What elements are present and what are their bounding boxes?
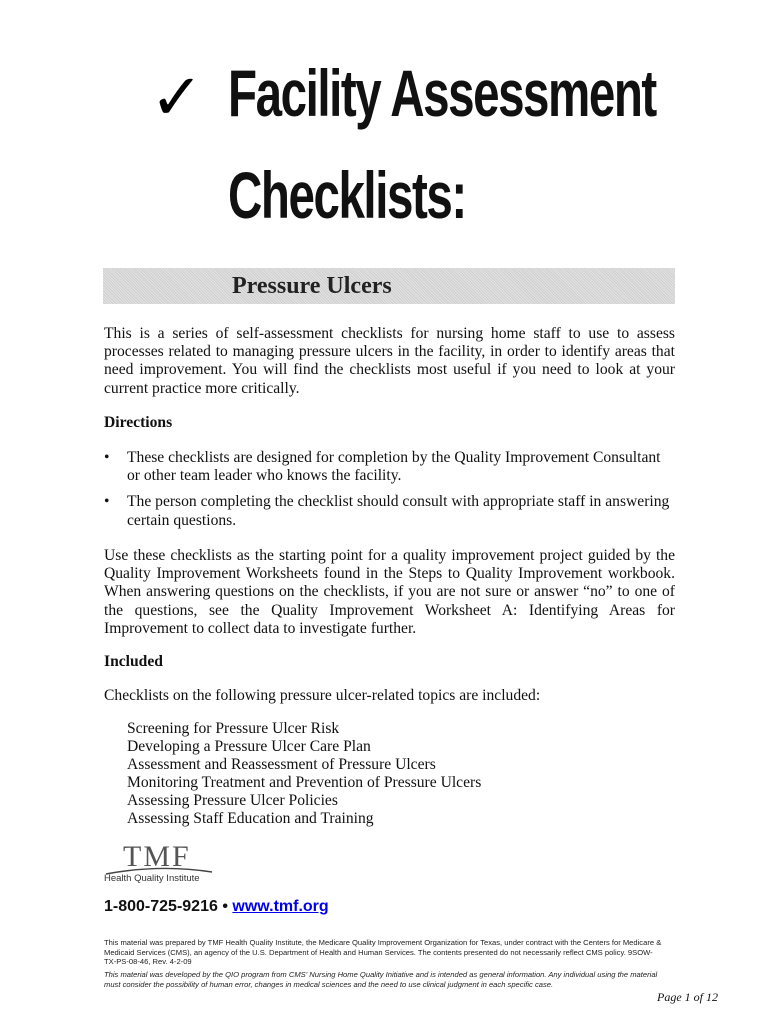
title-line-2: Checklists: xyxy=(228,158,466,232)
logo-tagline: Health Quality Institute xyxy=(104,873,200,884)
list-item: Assessment and Reassessment of Pressure Ulcers xyxy=(127,756,436,773)
list-item: Monitoring Treatment and Prevention of Pressure Ulcers xyxy=(127,774,482,791)
logo-name: TMF xyxy=(123,840,191,873)
section-title: Pressure Ulcers xyxy=(232,273,392,299)
list-item: Assessing Staff Education and Training xyxy=(127,810,374,827)
title-line-1: Facility Assessment xyxy=(228,56,656,130)
disclaimer-developed: This material was developed by the QIO program from CMS' Nursing Home Quality Initiative and is intended as general information. Any individual using the material must consider the possibility of human error, changes in medical sciences and the need to use clinical judgment in each specific case. xyxy=(104,970,658,989)
list-item: Developing a Pressure Ulcer Care Plan xyxy=(127,738,371,755)
included-heading: Included xyxy=(104,653,163,670)
bullet-text: The person completing the checklist should consult with appropriate staff in answering certain questions. xyxy=(127,493,670,529)
directions-list xyxy=(104,449,675,538)
intro-paragraph: This is a series of self-assessment checklists for nursing home staff to use to assess processes related to managing pressure ulcers in the facility, in order to identify areas that need improvement. You will find the checklists most useful if you need to look at your current practice more critically. xyxy=(104,325,675,397)
tmf-logo xyxy=(104,840,214,888)
list-item: Screening for Pressure Ulcer Risk xyxy=(127,720,340,737)
website-link[interactable]: www.tmf.org xyxy=(232,898,329,915)
bullet-text: These checklists are designed for completion by the Quality Improvement Consultant or other team leader who knows the facility. xyxy=(127,449,661,485)
bullet-icon: • xyxy=(104,449,110,466)
list-item xyxy=(104,449,675,485)
contact-line xyxy=(104,898,329,916)
list-item: Assessing Pressure Ulcer Policies xyxy=(127,792,338,809)
list-item xyxy=(104,493,675,529)
phone-number: 1-800-725-9216 xyxy=(104,898,218,915)
topics-list xyxy=(127,720,481,828)
checkmark-icon: ✓ xyxy=(150,61,204,135)
usage-paragraph: Use these checklists as the starting point for a quality improvement project guided by the Quality Improvement Worksheets found in the Steps to Quality Improvement workbook. When answering questions on the checklists, if you are not sure or answer “no” to one of the questions, see the Quality Improvement Worksheet A: Identifying Areas for Improvement to collect data to investigate further. xyxy=(104,547,675,637)
contact-separator: • xyxy=(217,898,233,915)
included-intro: Checklists on the following pressure ulcer-related topics are included: xyxy=(104,687,541,704)
directions-heading: Directions xyxy=(104,414,173,431)
disclaimer-prepared: This material was prepared by TMF Health Quality Institute, the Medicare Quality Improvement Organization for Texas, under contract with the Centers for Medicare & Medicaid Services (CMS), an agency of the U.S. Department of Health and Human Services. The contents presented do not necessarily reflect CMS policy. 9SOW-TX-PS-08-46, Rev. 4-2-09 xyxy=(104,938,662,967)
page-number: Page 1 of 12 xyxy=(657,990,718,1004)
bullet-icon: • xyxy=(104,493,110,511)
